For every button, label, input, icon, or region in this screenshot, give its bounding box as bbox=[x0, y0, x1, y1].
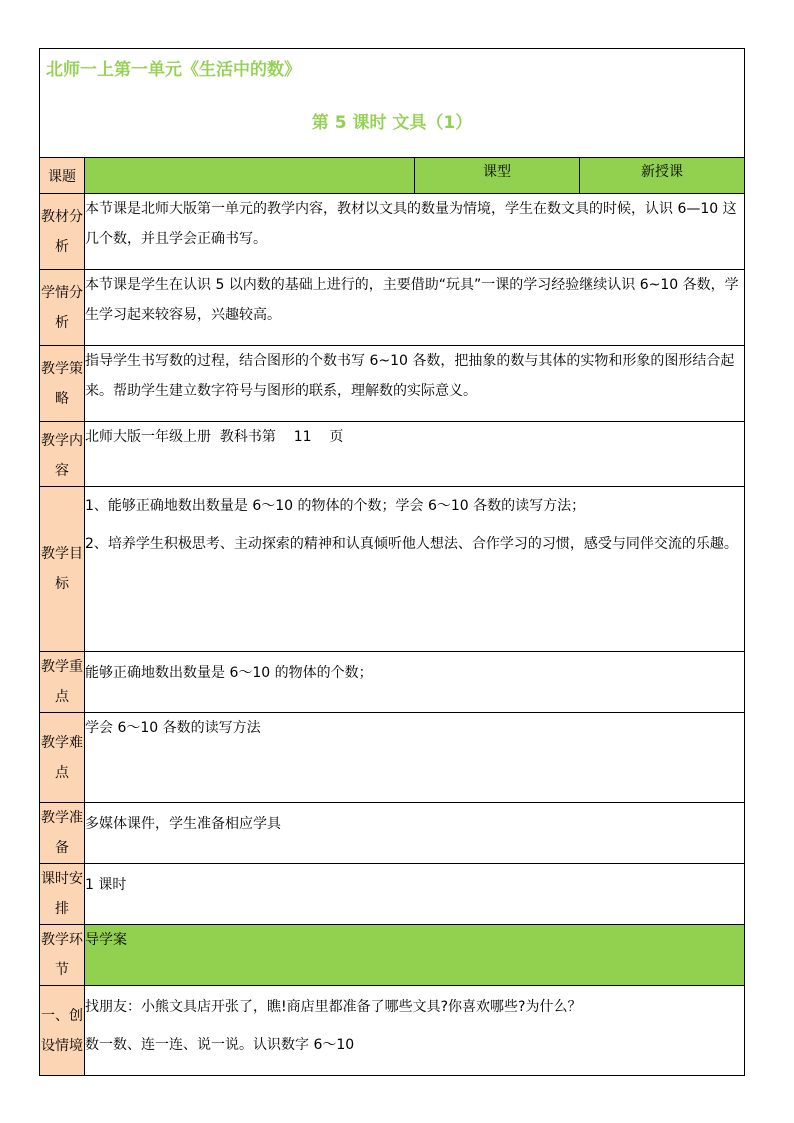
row-student-analysis bbox=[40, 270, 745, 346]
row-content bbox=[85, 346, 745, 422]
row-schedule bbox=[40, 864, 745, 925]
row-teaching-strategy bbox=[40, 346, 745, 422]
topic-row bbox=[40, 158, 745, 194]
lesson-plan-table bbox=[39, 48, 745, 1076]
lesson-subtitle: 第 5 课时 文具（1） bbox=[311, 113, 473, 133]
content-line: 1 课时 bbox=[85, 877, 127, 893]
content-line: 找朋友：小熊文具店开张了，瞧!商店里都准备了哪些文具?你喜欢哪些?为什么？ bbox=[85, 999, 582, 1015]
row-label: 教材分析 bbox=[40, 194, 85, 270]
page-title: 北师一上第一单元《生活中的数》 bbox=[46, 60, 301, 80]
row-label: 教学内容 bbox=[40, 422, 85, 487]
header-cell bbox=[40, 49, 745, 158]
lesson-type-value: 新授课 bbox=[580, 158, 745, 194]
row-label: 教学准备 bbox=[40, 803, 85, 864]
content-line: 数一数、连一连、说一说。认识数字 6～10 bbox=[85, 1037, 355, 1053]
content-line: 本节课是北师大版第一单元的教学内容，教材以文具的数量为情境，学生在数文具的时候，认识 6—10 这几个数，并且学会正确书写。 bbox=[85, 201, 737, 247]
row-label: 学情分析 bbox=[40, 270, 85, 346]
row-content bbox=[85, 422, 745, 487]
row-content bbox=[85, 652, 745, 713]
content-line: 导学案 bbox=[85, 932, 127, 948]
row-label: 一、创设情境 bbox=[40, 986, 85, 1076]
content-line: 多媒体课件，学生准备相应学具 bbox=[85, 816, 281, 832]
row-content bbox=[85, 864, 745, 925]
row-label: 教学环节 bbox=[40, 925, 85, 986]
content-line: 能够正确地数出数量是 6～10 的物体的个数； bbox=[85, 665, 373, 681]
row-label: 课时安排 bbox=[40, 864, 85, 925]
row-label: 教学目标 bbox=[40, 487, 85, 652]
topic-label: 课题 bbox=[40, 158, 85, 194]
content-line: 1、能够正确地数出数量是 6～10 的物体的个数；学会 6～10 各数的读写方法； bbox=[85, 498, 586, 514]
content-line: 指导学生书写数的过程，结合图形的个数书写 6~10 各数，把抽象的数与其体的实物和形象的图形结合起来。帮助学生建立数字符号与图形的联系，理解数的实际意义。 bbox=[85, 353, 735, 399]
row-key-points bbox=[40, 652, 745, 713]
row-content bbox=[85, 270, 745, 346]
row-teaching-stage bbox=[40, 925, 745, 986]
topic-value bbox=[85, 158, 415, 194]
row-teaching-goals bbox=[40, 487, 745, 652]
content-line: 北师大版一年级上册 教科书第 11 页 bbox=[85, 429, 344, 445]
row-content bbox=[85, 986, 745, 1076]
content-line: 学会 6～10 各数的读写方法 bbox=[85, 720, 261, 736]
content-line: 本节课是学生在认识 5 以内数的基础上进行的，主要借助“玩具”一课的学习经验继续认识 6~10 各数，学生学习起来较容易，兴趣较高。 bbox=[85, 277, 739, 323]
row-content bbox=[85, 487, 745, 652]
row-create-situation bbox=[40, 986, 745, 1076]
header-row bbox=[40, 49, 745, 158]
row-label: 教学重点 bbox=[40, 652, 85, 713]
row-teaching-content bbox=[40, 422, 745, 487]
row-content bbox=[85, 713, 745, 803]
row-textbook-analysis bbox=[40, 194, 745, 270]
row-content bbox=[85, 925, 745, 986]
row-label: 教学策略 bbox=[40, 346, 85, 422]
row-label: 教学难点 bbox=[40, 713, 85, 803]
row-difficulties bbox=[40, 713, 745, 803]
content-line: 2、培养学生积极思考、主动探索的精神和认真倾听他人想法、合作学习的习惯，感受与同伴交流的乐趣。 bbox=[85, 536, 738, 552]
row-content bbox=[85, 803, 745, 864]
lesson-type-label: 课型 bbox=[415, 158, 580, 194]
row-preparation bbox=[40, 803, 745, 864]
row-content bbox=[85, 194, 745, 270]
